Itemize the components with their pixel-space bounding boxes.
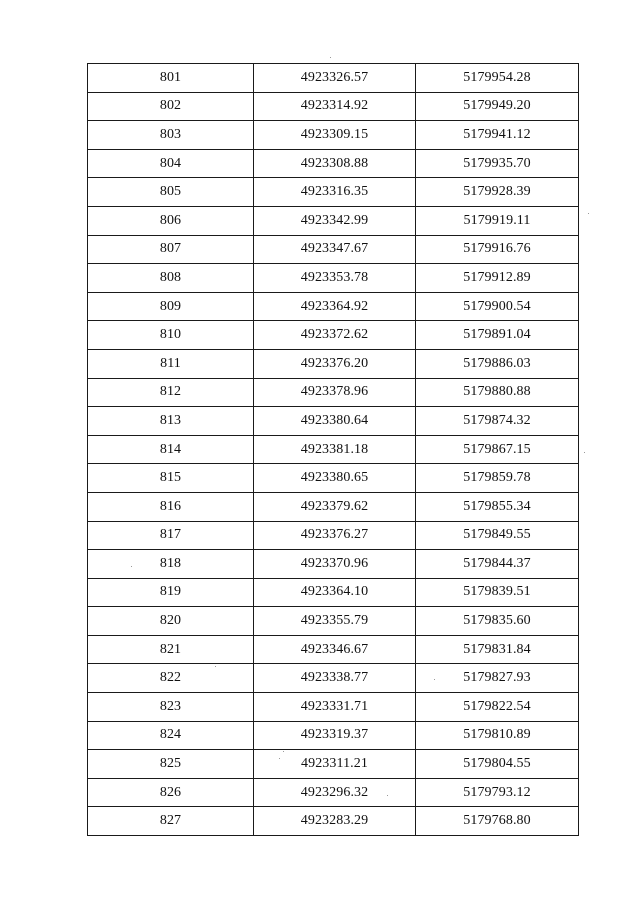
x-coordinate-cell: 4923355.79: [254, 607, 416, 636]
x-coordinate-cell: 4923308.88: [254, 149, 416, 178]
table-row: [88, 264, 579, 293]
table-row: [88, 407, 579, 436]
table-row: [88, 64, 579, 93]
y-coordinate-cell: 5179935.70: [416, 149, 579, 178]
y-coordinate-cell: 5179912.89: [416, 264, 579, 293]
y-coordinate-cell: 5179954.28: [416, 64, 579, 93]
table-row: [88, 292, 579, 321]
table-row: [88, 378, 579, 407]
point-number-cell: 801: [88, 64, 254, 93]
x-coordinate-cell: 4923381.18: [254, 435, 416, 464]
scan-speck: [588, 213, 589, 214]
point-number-cell: 813: [88, 407, 254, 436]
scan-speck: [434, 679, 435, 680]
point-number-cell: 825: [88, 750, 254, 779]
x-coordinate-cell: 4923309.15: [254, 121, 416, 150]
table-row: [88, 635, 579, 664]
point-number-cell: 805: [88, 178, 254, 207]
point-number-cell: 822: [88, 664, 254, 693]
table-row: [88, 550, 579, 579]
scan-speck: [387, 795, 388, 796]
point-number-cell: 821: [88, 635, 254, 664]
x-coordinate-cell: 4923378.96: [254, 378, 416, 407]
y-coordinate-cell: 5179891.04: [416, 321, 579, 350]
scan-speck: [131, 566, 132, 567]
y-coordinate-cell: 5179928.39: [416, 178, 579, 207]
point-number-cell: 806: [88, 206, 254, 235]
x-coordinate-cell: 4923296.32: [254, 778, 416, 807]
y-coordinate-cell: 5179900.54: [416, 292, 579, 321]
table-row: [88, 206, 579, 235]
table-row: [88, 664, 579, 693]
x-coordinate-cell: 4923353.78: [254, 264, 416, 293]
y-coordinate-cell: 5179874.32: [416, 407, 579, 436]
x-coordinate-cell: 4923376.20: [254, 349, 416, 378]
x-coordinate-cell: 4923380.65: [254, 464, 416, 493]
y-coordinate-cell: 5179839.51: [416, 578, 579, 607]
x-coordinate-cell: 4923380.64: [254, 407, 416, 436]
x-coordinate-cell: 4923283.29: [254, 807, 416, 836]
y-coordinate-cell: 5179768.80: [416, 807, 579, 836]
table-row: [88, 349, 579, 378]
y-coordinate-cell: 5179804.55: [416, 750, 579, 779]
y-coordinate-cell: 5179880.88: [416, 378, 579, 407]
table-row: [88, 721, 579, 750]
point-number-cell: 816: [88, 492, 254, 521]
point-number-cell: 827: [88, 807, 254, 836]
y-coordinate-cell: 5179886.03: [416, 349, 579, 378]
table-row: [88, 492, 579, 521]
table-row: [88, 235, 579, 264]
scan-speck: [584, 452, 585, 453]
point-number-cell: 808: [88, 264, 254, 293]
x-coordinate-cell: 4923331.71: [254, 693, 416, 722]
x-coordinate-cell: 4923364.10: [254, 578, 416, 607]
x-coordinate-cell: 4923376.27: [254, 521, 416, 550]
table-row: [88, 578, 579, 607]
y-coordinate-cell: 5179941.12: [416, 121, 579, 150]
y-coordinate-cell: 5179949.20: [416, 92, 579, 121]
x-coordinate-cell: 4923311.21: [254, 750, 416, 779]
table-row: [88, 464, 579, 493]
y-coordinate-cell: 5179810.89: [416, 721, 579, 750]
x-coordinate-cell: 4923372.62: [254, 321, 416, 350]
point-number-cell: 815: [88, 464, 254, 493]
table-row: [88, 607, 579, 636]
table-row: [88, 178, 579, 207]
point-number-cell: 814: [88, 435, 254, 464]
point-number-cell: 818: [88, 550, 254, 579]
point-number-cell: 819: [88, 578, 254, 607]
table-row: [88, 778, 579, 807]
x-coordinate-cell: 4923316.35: [254, 178, 416, 207]
point-number-cell: 810: [88, 321, 254, 350]
y-coordinate-cell: 5179844.37: [416, 550, 579, 579]
x-coordinate-cell: 4923338.77: [254, 664, 416, 693]
point-number-cell: 823: [88, 693, 254, 722]
x-coordinate-cell: 4923370.96: [254, 550, 416, 579]
x-coordinate-cell: 4923379.62: [254, 492, 416, 521]
x-coordinate-cell: 4923319.37: [254, 721, 416, 750]
coordinate-table: [87, 63, 579, 836]
scan-speck: [279, 758, 280, 759]
y-coordinate-cell: 5179849.55: [416, 521, 579, 550]
table-row: [88, 435, 579, 464]
point-number-cell: 802: [88, 92, 254, 121]
x-coordinate-cell: 4923314.92: [254, 92, 416, 121]
y-coordinate-cell: 5179916.76: [416, 235, 579, 264]
x-coordinate-cell: 4923364.92: [254, 292, 416, 321]
scan-speck: [283, 751, 284, 752]
scan-speck: [215, 666, 216, 667]
x-coordinate-cell: 4923346.67: [254, 635, 416, 664]
point-number-cell: 812: [88, 378, 254, 407]
point-number-cell: 803: [88, 121, 254, 150]
table-row: [88, 750, 579, 779]
point-number-cell: 824: [88, 721, 254, 750]
table-row: [88, 92, 579, 121]
y-coordinate-cell: 5179859.78: [416, 464, 579, 493]
coordinate-table-body: [88, 64, 579, 836]
table-row: [88, 807, 579, 836]
x-coordinate-cell: 4923342.99: [254, 206, 416, 235]
table-row: [88, 121, 579, 150]
table-row: [88, 321, 579, 350]
y-coordinate-cell: 5179822.54: [416, 693, 579, 722]
scan-speck: [330, 57, 331, 58]
y-coordinate-cell: 5179831.84: [416, 635, 579, 664]
x-coordinate-cell: 4923347.67: [254, 235, 416, 264]
x-coordinate-cell: 4923326.57: [254, 64, 416, 93]
point-number-cell: 817: [88, 521, 254, 550]
y-coordinate-cell: 5179867.15: [416, 435, 579, 464]
table-row: [88, 149, 579, 178]
point-number-cell: 811: [88, 349, 254, 378]
point-number-cell: 820: [88, 607, 254, 636]
table-row: [88, 693, 579, 722]
y-coordinate-cell: 5179827.93: [416, 664, 579, 693]
table-row: [88, 521, 579, 550]
y-coordinate-cell: 5179919.11: [416, 206, 579, 235]
y-coordinate-cell: 5179793.12: [416, 778, 579, 807]
point-number-cell: 807: [88, 235, 254, 264]
y-coordinate-cell: 5179835.60: [416, 607, 579, 636]
point-number-cell: 804: [88, 149, 254, 178]
y-coordinate-cell: 5179855.34: [416, 492, 579, 521]
point-number-cell: 809: [88, 292, 254, 321]
point-number-cell: 826: [88, 778, 254, 807]
